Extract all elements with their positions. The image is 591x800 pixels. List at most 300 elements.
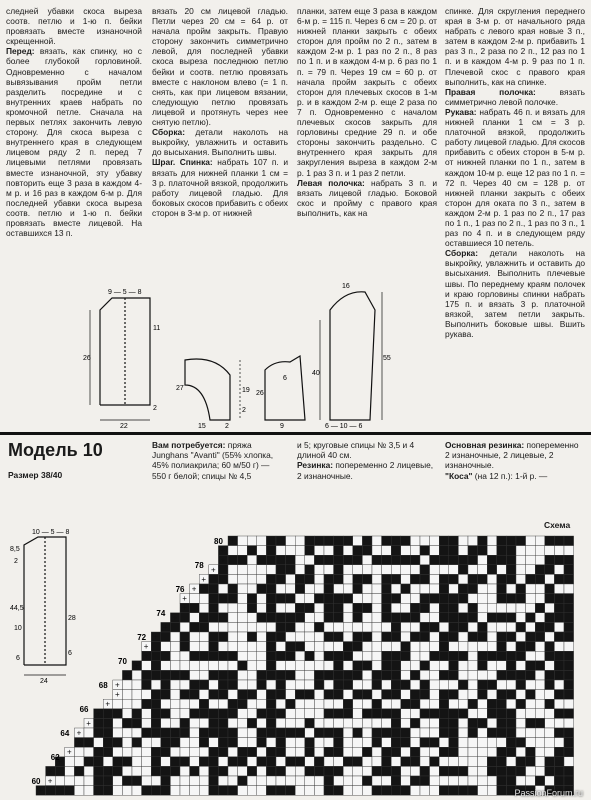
chart-cell: [372, 594, 382, 604]
chart-cell: [449, 651, 459, 661]
chart-cell: [478, 690, 488, 700]
chart-cell: [170, 622, 180, 632]
chart-cell: [554, 699, 564, 709]
chart-cell: [257, 584, 267, 594]
chart-plus-mark: +: [76, 728, 82, 738]
chart-cell: [295, 603, 305, 613]
chart-cell: [449, 632, 459, 642]
chart-cell: [343, 738, 353, 748]
pattern-left-d: 10: [14, 625, 22, 632]
chart-cell: [439, 766, 449, 776]
paragraph-text: набрать 107 п. и вязать для нижней планки 1 см = 3 р. платочной вязкой, продолжить работу лицевой гладью. Для боковых скосов прибавить с обеих сторон в 3-м р. от нижней: [152, 157, 288, 218]
chart-cell: [353, 574, 363, 584]
chart-cell: [372, 536, 382, 546]
chart-cell: [132, 747, 142, 757]
chart-cell: [276, 603, 286, 613]
chart-cell: [506, 699, 516, 709]
chart-cell: [266, 757, 276, 767]
chart-cell: [506, 546, 516, 556]
chart-cell: [554, 718, 564, 728]
chart-cell: [439, 786, 449, 796]
chart-cell: [516, 651, 526, 661]
chart-cell: [276, 661, 286, 671]
chart-cell: [497, 555, 507, 565]
chart-cell: [161, 747, 171, 757]
chart-cell: [506, 536, 516, 546]
chart-cell: [382, 584, 392, 594]
pattern-left-a: 8,5: [10, 546, 20, 553]
chart-cell: [305, 651, 315, 661]
chart-cell: [151, 728, 161, 738]
chart-cell: [295, 632, 305, 642]
chart-cell: [353, 709, 363, 719]
chart-cell: [420, 680, 430, 690]
chart-cell: [430, 632, 440, 642]
chart-cell: [458, 651, 468, 661]
chart-plus-mark: +: [191, 584, 197, 594]
chart-cell: [209, 584, 219, 594]
chart-cell: [247, 699, 257, 709]
chart-cell: [343, 546, 353, 556]
chart-cell: [439, 642, 449, 652]
chart-cell: [161, 651, 171, 661]
chart-cell: [228, 603, 238, 613]
chart-cell: [334, 536, 344, 546]
chart-cell: [343, 622, 353, 632]
chart-cell: [545, 574, 555, 584]
chart-cell: [372, 680, 382, 690]
chart-cell: [324, 651, 334, 661]
chart-cell: [266, 594, 276, 604]
chart-cell: [314, 786, 324, 796]
chart-cell: [535, 718, 545, 728]
chart-cell: [324, 747, 334, 757]
chart-cell: [353, 651, 363, 661]
materials-cont: [297, 440, 437, 481]
chart-cell: [353, 670, 363, 680]
chart-cell: [535, 622, 545, 632]
chart-cell: [458, 757, 468, 767]
chart-cell: [238, 632, 248, 642]
chart-cell: [353, 786, 363, 796]
chart-cell: [199, 699, 209, 709]
chart-cell: [122, 776, 132, 786]
chart-row-label: 62: [50, 753, 60, 762]
chart-cell: [372, 738, 382, 748]
chart-cell: [94, 747, 104, 757]
chart-cell: [238, 594, 248, 604]
chart-cell: [314, 738, 324, 748]
chart-cell: [526, 574, 536, 584]
chart-row-label: 78: [194, 561, 204, 570]
chart-cell: [266, 555, 276, 565]
chart-cell: [295, 622, 305, 632]
chart-cell: [372, 613, 382, 623]
chart-cell: [458, 670, 468, 680]
chart-cell: [487, 728, 497, 738]
chart-cell: [305, 642, 315, 652]
chart-cell: [247, 555, 257, 565]
chart-cell: [113, 747, 123, 757]
chart-cell: [410, 786, 420, 796]
chart-cell: [257, 718, 267, 728]
chart-cell: [391, 661, 401, 671]
chart-cell: [439, 565, 449, 575]
chart-cell: [535, 642, 545, 652]
chart-cell: [209, 757, 219, 767]
chart-cell: [190, 613, 200, 623]
chart-cell: [161, 670, 171, 680]
chart-cell: [324, 670, 334, 680]
chart-cell: [506, 757, 516, 767]
chart-cell: [487, 776, 497, 786]
chart-cell: [391, 680, 401, 690]
chart-cell: [449, 699, 459, 709]
chart-cell: [382, 651, 392, 661]
chart-cell: [74, 766, 84, 776]
chart-cell: [142, 766, 152, 776]
chart-cell: [257, 661, 267, 671]
chart-cell: [382, 776, 392, 786]
chart-cell: [439, 709, 449, 719]
chart-cell: [420, 718, 430, 728]
chart-cell: [420, 747, 430, 757]
chart-cell: [478, 766, 488, 776]
chart-cell: [391, 690, 401, 700]
chart-cell: [218, 738, 228, 748]
chart-cell: [353, 546, 363, 556]
chart-cell: [497, 699, 507, 709]
chart-cell: [564, 757, 574, 767]
chart-cell: [410, 565, 420, 575]
chart-cell: [535, 661, 545, 671]
chart-cell: [161, 728, 171, 738]
chart-cell: [497, 632, 507, 642]
chart-cell: [343, 565, 353, 575]
chart-plus-mark: +: [230, 536, 235, 546]
chart-cell: [516, 642, 526, 652]
chart-cell: [468, 738, 478, 748]
chart-cell: [238, 728, 248, 738]
chart-cell: [478, 603, 488, 613]
chart-cell: [497, 766, 507, 776]
paragraph: [445, 248, 585, 339]
chart-cell: [372, 709, 382, 719]
chart-cell: [362, 565, 372, 575]
chart-cell: [257, 555, 267, 565]
chart-cell: [372, 642, 382, 652]
chart-cell: [564, 738, 574, 748]
chart-cell: [487, 690, 497, 700]
chart-cell: [199, 776, 209, 786]
chart-cell: [458, 565, 468, 575]
chart-cell: [334, 718, 344, 728]
chart-cell: [430, 766, 440, 776]
chart-cell: [314, 651, 324, 661]
chart-cell: [170, 728, 180, 738]
chart-cell: [516, 776, 526, 786]
chart-cell: [401, 776, 411, 786]
chart-cell: [430, 565, 440, 575]
chart-cell: [410, 738, 420, 748]
chart-cell: [545, 766, 555, 776]
chart-cell: [554, 728, 564, 738]
chart-cell: [103, 728, 113, 738]
chart-cell: [209, 594, 219, 604]
chart-cell: [343, 670, 353, 680]
chart-cell: [295, 584, 305, 594]
chart-cell: [170, 699, 180, 709]
chart-cell: [439, 670, 449, 680]
paragraph: [152, 6, 288, 127]
chart-cell: [487, 699, 497, 709]
chart-cell: [295, 574, 305, 584]
chart-cell: [334, 670, 344, 680]
chart-plus-mark: +: [47, 776, 53, 786]
chart-cell: [353, 766, 363, 776]
chart-cell: [564, 565, 574, 575]
chart-cell: [247, 622, 257, 632]
chart-cell: [535, 709, 545, 719]
paragraph: [152, 157, 288, 218]
chart-cell: [382, 738, 392, 748]
chart-cell: [516, 632, 526, 642]
chart-cell: [564, 603, 574, 613]
chart-cell: [286, 584, 296, 594]
chart-cell: [401, 690, 411, 700]
chart-cell: [391, 594, 401, 604]
chart-cell: [324, 709, 334, 719]
chart-plus-mark: +: [163, 622, 168, 632]
chart-cell: [343, 632, 353, 642]
chart-cell: [142, 776, 152, 786]
chart-cell: [180, 690, 190, 700]
chart-cell: [161, 766, 171, 776]
chart-cell: [161, 661, 171, 671]
chart-cell: [151, 661, 161, 671]
chart-cell: [247, 747, 257, 757]
chart-cell: [209, 613, 219, 623]
chart-cell: [545, 690, 555, 700]
chart-cell: [305, 709, 315, 719]
chart-cell: [218, 680, 228, 690]
chart-cell: [391, 536, 401, 546]
chart-cell: [430, 555, 440, 565]
chart-cell: [247, 709, 257, 719]
chart-cell: [564, 718, 574, 728]
chart-cell: [314, 555, 324, 565]
paragraph-heading: Сборка:: [152, 127, 185, 138]
chart-cell: [266, 651, 276, 661]
back-schematic: [90, 298, 150, 420]
chart-cell: [305, 546, 315, 556]
chart-cell: [554, 776, 564, 786]
chart-cell: [74, 776, 84, 786]
chart-cell: [526, 584, 536, 594]
sleeve-left-dim: 40: [312, 370, 320, 377]
chart-cell: [103, 757, 113, 767]
chart-cell: [545, 661, 555, 671]
chart-cell: [458, 747, 468, 757]
chart-cell: [545, 632, 555, 642]
chart-cell: [545, 776, 555, 786]
chart-cell: [430, 622, 440, 632]
chart-cell: [449, 757, 459, 767]
chart-cell: [343, 718, 353, 728]
chart-cell: [439, 728, 449, 738]
chart-cell: [113, 738, 123, 748]
chart-cell: [142, 728, 152, 738]
chart-cell: [458, 661, 468, 671]
chart-cell: [238, 565, 248, 575]
chart-cell: [410, 757, 420, 767]
chart-cell: [382, 642, 392, 652]
scheme-title: Схема: [544, 520, 571, 530]
chart-cell: [228, 632, 238, 642]
chart-cell: [391, 603, 401, 613]
chart-cell: [535, 546, 545, 556]
chart-cell: [247, 757, 257, 767]
chart-cell: [286, 786, 296, 796]
chart-cell: [266, 728, 276, 738]
chart-cell: [314, 622, 324, 632]
paragraph-text: вязать, как спинку, но с более глубокой горловиной. Одновременно с началом вывязывания пройм петли разделить посредине и с внутренних краев набрать по кромочной петле. Сначала на первых петлях закончить левую сторону. Для скоса выреза с внутреннего края в следующем лицевом ряду 2 п. перед 7 лицевыми петлями провязать вместе изнаночной, эту убавку повторить еще 3 раза в каждом 4-м р. и 16 раз в каждом 6-м р. Для последней убавки скоса выреза соотв. петлю и 1-ю п. бейки провязать вместе лицевой. На оставшихся 13 п.: [6, 46, 142, 239]
chart-cell: [180, 699, 190, 709]
chart-cell: [449, 690, 459, 700]
paragraph-text: планки, затем еще 3 раза в каждом 6-м р. = 115 п. Через 6 см = 20 р. от нижней планки закрыть с обеих сторон для пройм по 2 п., затем в каждом 2-м р. 1 раз по 2 п., 8 раз по 1 п. и в каждом 4-м р. 6 раз по 1 п. = 79 п. Через 19 см = 60 р. от начала пройм закрыть с обеих сторон для плечевых скосов в 1-м р. и в каждом 2-м р. еще 2 раза по 7 п. Одновременно с началом плечевых скосов закрыть для горловины средние 29 п. и обе стороны закончить раздельно. С внутреннего края закрыть для закругления выреза в каждом 2-м р. 1 раз 3 п. и 1 раз 2 петли.: [297, 6, 437, 178]
chart-cell: [122, 786, 132, 796]
chart-cell: [430, 709, 440, 719]
chart-cell: [180, 680, 190, 690]
chart-cell: [228, 613, 238, 623]
chart-cell: [410, 747, 420, 757]
chart-cell: [334, 613, 344, 623]
chart-cell: [458, 718, 468, 728]
chart-cell: [487, 786, 497, 796]
chart-cell: [478, 747, 488, 757]
chart-cell: [535, 699, 545, 709]
chart-cell: [142, 738, 152, 748]
chart-cell: [305, 584, 315, 594]
chart-cell: [545, 622, 555, 632]
chart-cell: [218, 613, 228, 623]
chart-cell: [228, 709, 238, 719]
chart-cell: [218, 632, 228, 642]
chart-cell: [497, 584, 507, 594]
chart-cell: [199, 661, 209, 671]
chart-cell: [324, 594, 334, 604]
chart-cell: [516, 718, 526, 728]
chart-cell: [487, 709, 497, 719]
chart-cell: [410, 613, 420, 623]
chart-cell: [65, 776, 75, 786]
chart-cell: [468, 622, 478, 632]
chart-cell: [478, 738, 488, 748]
chart-row-label: 76: [175, 585, 185, 594]
chart-cell: [305, 766, 315, 776]
chart-cell: [170, 661, 180, 671]
sleeve-top-dim: 16: [342, 283, 350, 290]
chart-cell: [113, 766, 123, 776]
chart-cell: [410, 594, 420, 604]
paragraph-text: набрать 3 п. и вязать лицевой гладью. Боковой скос и пройму с правого края выполнить, как на: [297, 177, 437, 218]
paragraph: [6, 46, 142, 238]
chart-cell: [266, 613, 276, 623]
chart-cell: [257, 603, 267, 613]
chart-cell: [74, 747, 84, 757]
chart-cell: [295, 718, 305, 728]
chart-cell: [401, 747, 411, 757]
chart-cell: [449, 642, 459, 652]
chart-cell: [218, 670, 228, 680]
chart-cell: [314, 670, 324, 680]
chart-cell: [391, 632, 401, 642]
chart-row-label: 72: [137, 633, 147, 642]
chart-cell: [545, 699, 555, 709]
chart-cell: [487, 584, 497, 594]
chart-cell: [449, 584, 459, 594]
chart-cell: [506, 747, 516, 757]
chart-cell: [247, 574, 257, 584]
chart-cell: [305, 728, 315, 738]
chart-cell: [478, 718, 488, 728]
chart-cell: [545, 728, 555, 738]
chart-cell: [430, 670, 440, 680]
chart-cell: [353, 536, 363, 546]
chart-cell: [497, 622, 507, 632]
chart-cell: [228, 728, 238, 738]
chart-cell: [257, 613, 267, 623]
chart-cell: [391, 651, 401, 661]
chart-cell: [266, 603, 276, 613]
chart-cell: [161, 709, 171, 719]
chart-cell: [151, 709, 161, 719]
chart-cell: [564, 555, 574, 565]
chart-cell: [353, 718, 363, 728]
chart-cell: [516, 536, 526, 546]
chart-cell: [506, 632, 516, 642]
chart-cell: [487, 565, 497, 575]
chart-cell: [295, 699, 305, 709]
chart-cell: [314, 536, 324, 546]
chart-cell: [132, 680, 142, 690]
chart-cell: [266, 536, 276, 546]
chart-cell: [506, 776, 516, 786]
chart-cell: [353, 632, 363, 642]
chart-cell: [554, 651, 564, 661]
chart-cell: [286, 699, 296, 709]
chart-cell: [372, 699, 382, 709]
chart-cell: [468, 786, 478, 796]
chart-cell: [372, 584, 382, 594]
chart-cell: [391, 622, 401, 632]
chart-cell: [295, 786, 305, 796]
chart-cell: [142, 670, 152, 680]
chart-cell: [170, 747, 180, 757]
chart-cell: [343, 613, 353, 623]
chart-cell: [362, 776, 372, 786]
chart-cell: [372, 661, 382, 671]
chart-cell: [497, 757, 507, 767]
chart-cell: [430, 728, 440, 738]
chart-cell: [295, 776, 305, 786]
chart-cell: [382, 661, 392, 671]
chart-cell: [497, 661, 507, 671]
chart-cell: [324, 574, 334, 584]
chart-cell: [526, 766, 536, 776]
chart-cell: [228, 786, 238, 796]
chart-cell: [74, 786, 84, 796]
